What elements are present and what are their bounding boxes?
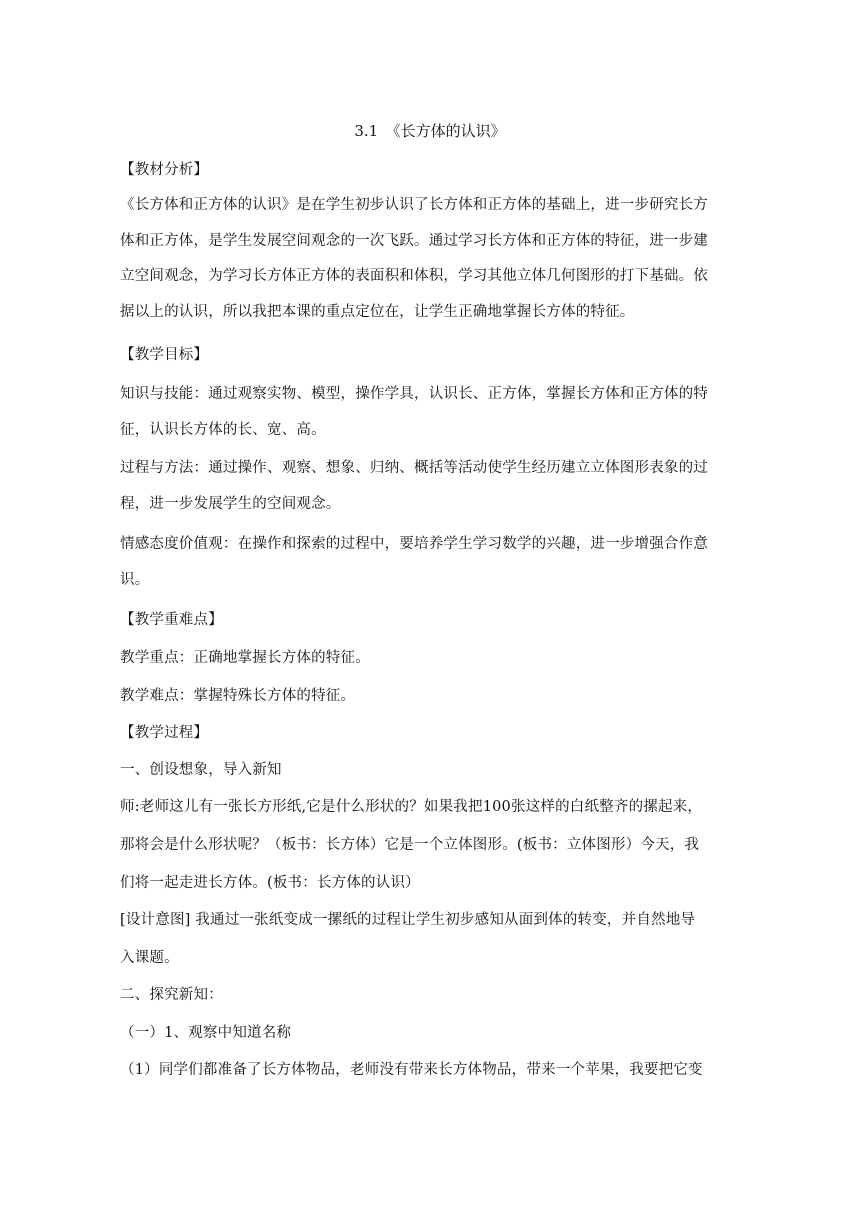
paragraph-line: [设计意图] 我通过一张纸变成一摞纸的过程让学生初步感知从面到体的转变，并自然地导 [120, 912, 696, 928]
subheading-line: 二、探究新知： [120, 987, 223, 1003]
paragraph-line: 立空间观念，为学习长方体正方体的表面积和体积，学习其他立体几何图形的打下基础。依 [120, 268, 708, 284]
paragraph-line: 那将会是什么形状呢？（板书：长方体）它是一个立体图形。(板书：立体图形）今天，我 [120, 837, 700, 853]
paragraph-line: （一）1、观察中知道名称 [120, 1025, 292, 1041]
paragraph-line: 教学重点：正确地掌握长方体的特征。 [120, 650, 370, 666]
section-heading-teaching-goals: 【教学目标】 [120, 347, 209, 363]
subheading-line: 一、创设想象，导入新知 [120, 762, 282, 778]
paragraph-line: 入课题。 [120, 950, 179, 966]
paragraph-line: 过程与方法：通过操作、观察、想象、归纳、概括等活动使学生经历建立立体图形表象的过 [120, 460, 708, 476]
section-heading-textbook-analysis: 【教材分析】 [120, 162, 209, 178]
paragraph-line: 师:老师这儿有一张长方形纸,它是什么形状的？如果我把100张这样的白纸整齐的摞起来， [120, 799, 703, 815]
page-title: 3.1 《长方体的认识》 [354, 122, 506, 140]
paragraph-line: 识。 [120, 572, 150, 588]
section-heading-teaching-process: 【教学过程】 [120, 725, 209, 741]
paragraph-line: 情感态度价值观：在操作和探索的过程中，要培养学生学习数学的兴趣，进一步增强合作意 [120, 536, 708, 552]
paragraph-line: 体和正方体，是学生发展空间观念的一次飞跃。通过学习长方体和正方体的特征，进一步建 [120, 233, 708, 249]
paragraph-line: 知识与技能：通过观察实物、模型，操作学具，认识长、正方体，掌握长方体和正方体的特 [120, 386, 708, 402]
section-heading-key-points: 【教学重难点】 [120, 612, 223, 628]
paragraph-line: 程，进一步发展学生的空间观念。 [120, 496, 341, 512]
paragraph-line: 据以上的认识，所以我把本课的重点定位在，让学生正确地掌握长方体的特征。 [120, 304, 635, 320]
paragraph-line: 征，认识长方体的长、宽、高。 [120, 422, 326, 438]
paragraph-line: 《长方体和正方体的认识》是在学生初步认识了长方体和正方体的基础上，进一步研究长方 [120, 197, 708, 213]
paragraph-line: （1）同学们都准备了长方体物品，老师没有带来长方体物品，带来一个苹果，我要把它变 [120, 1062, 703, 1078]
paragraph-line: 教学难点：掌握特殊长方体的特征。 [120, 688, 356, 704]
paragraph-line: 们将一起走进长方体。(板书：长方体的认识） [120, 875, 420, 891]
